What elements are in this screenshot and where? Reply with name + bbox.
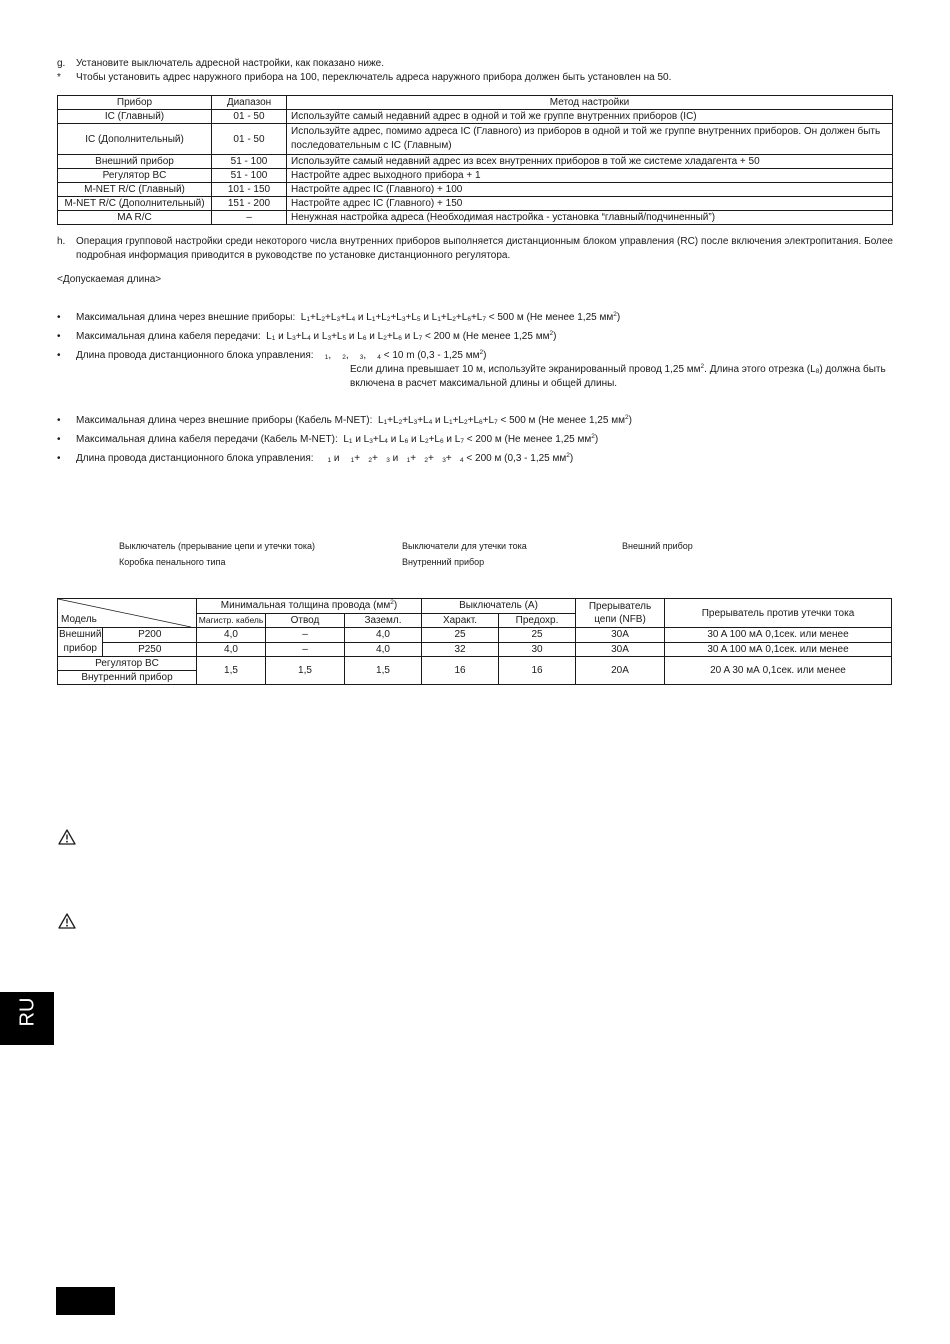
col-unit: Прибор <box>58 96 212 110</box>
bullet-dot: • <box>57 453 61 464</box>
bullet-tail: 500 м (Не менее 1,25 мм <box>497 312 614 323</box>
table-row <box>58 183 893 197</box>
and-word: и <box>357 312 364 323</box>
remote-wire-note: Если длина превышает 10 м, используйте экранированный провод 1,25 $мм^2$. Длина этого отрезка $(L_8)$ должна быть включена в расчет максимальной длины и общей длины. <box>350 363 886 389</box>
table-row <box>58 657 892 671</box>
unit-cell: M-NET R/C (Дополнительный) <box>58 197 212 211</box>
bullet-tail: 500 м (Не менее 1,25 мм <box>509 415 625 426</box>
unit-cell: Регулятор BC <box>58 169 212 183</box>
outdoor-line-1: Внешний <box>59 629 102 640</box>
col-method: Метод настройки <box>287 96 893 110</box>
and-word: и <box>313 331 320 342</box>
range-cell: 01 - 50 <box>212 124 287 155</box>
step-g-marker: g. <box>57 58 66 69</box>
method-cell: Используйте адрес, помимо адреса IC (Главного) из приборов в одной и той же группе внутренних приборов. Он должен быть последовательным с IC (Главным) <box>287 124 893 155</box>
bullet-tail: 200 м (Не менее 1,25 мм <box>475 434 592 445</box>
method-cell: Используйте самый недавний адрес в одной и той же группе внутренних приборов (IC) <box>287 110 893 124</box>
lt-sign: < <box>466 453 473 464</box>
caption-outdoor-unit: Внешний прибор <box>622 541 693 551</box>
unit-cell: IC (Дополнительный) <box>58 124 212 155</box>
unit-cell: MA R/C <box>58 211 212 225</box>
table-row <box>58 628 892 643</box>
bullet-dot: • <box>57 350 61 361</box>
range-cell: – <box>212 211 287 225</box>
unit-cell: M-NET R/C (Главный) <box>58 183 212 197</box>
bullet-dot: • <box>57 434 61 445</box>
bullet-label: Длина провода дистанционного блока управления: <box>76 453 314 464</box>
and-word: и <box>446 434 452 445</box>
close-paren: ) <box>628 415 632 426</box>
lt-sign: < <box>500 415 507 426</box>
table-row <box>58 211 893 225</box>
bc-controller-cell: Регулятор BC <box>58 657 197 671</box>
ground-cell: 1,5 <box>345 657 422 685</box>
step-g-note-marker: * <box>57 72 61 83</box>
elcb-cell: 30 A 100 мА 0,1сек. или менее <box>665 642 892 657</box>
bullet-label: Максимальная длина кабеля передачи (Кабель M-NET): <box>76 434 338 445</box>
warning-icon <box>58 913 76 929</box>
remote-wire-note-b: . Длина этого отрезка (L <box>704 364 816 375</box>
close-paren: ) <box>569 453 574 464</box>
bullet-label: Максимальная длина кабеля передачи: <box>76 331 261 342</box>
model-cell: P200 <box>103 628 197 643</box>
table-row <box>58 155 893 169</box>
range-cell: 151 - 200 <box>212 197 287 211</box>
branch-cell: 1,5 <box>266 657 345 685</box>
and-word: и <box>278 331 284 342</box>
lt-sign: < <box>424 331 431 342</box>
method-cell: Ненужная настройка адреса (Необходимая настройка - установка “главный/подчиненный”) <box>287 211 893 225</box>
ground-cell: 4,0 <box>345 628 422 643</box>
and-word: и <box>411 434 417 445</box>
fuse-cell: 30 <box>499 642 576 657</box>
bullet-dot: • <box>57 415 61 426</box>
method-cell: Настройте адрес выходного прибора + 1 <box>287 169 893 183</box>
sub-main-cable: Магистр. кабель <box>197 613 266 628</box>
nfb-cell: 30A <box>576 642 665 657</box>
ground-cell: 4,0 <box>345 642 422 657</box>
col-range: Диапазон <box>212 96 287 110</box>
close-paren: ) <box>553 331 557 342</box>
min-wire-header <box>197 599 422 614</box>
sq-mark: 2 <box>591 433 595 440</box>
model-header: Модель <box>61 614 97 625</box>
range-cell: 101 - 150 <box>212 183 287 197</box>
lt-sign: < <box>383 350 390 361</box>
method-cell: Настройте адрес IC (Главного) + 100 <box>287 183 893 197</box>
lt-sign: < <box>466 434 473 445</box>
remote-wire-note-a: Если длина превышает 10 м, используйте экранированный провод 1,25 мм <box>350 364 701 375</box>
caption-pull-box: Коробка пенального типа <box>119 557 226 567</box>
table-row <box>58 642 892 657</box>
breaker-header: Выключатель (A) <box>422 599 576 614</box>
and-word: и <box>355 434 361 445</box>
bullet-dot: • <box>57 312 61 323</box>
elcb-cell: 30 A 100 мА 0,1сек. или менее <box>665 628 892 643</box>
language-tab <box>0 992 54 1045</box>
outdoor-line-2: прибор <box>63 643 97 654</box>
close-paren: ) <box>483 350 487 361</box>
sq-mark: 2 <box>479 349 484 356</box>
nfb-line-2: цепи (NFB) <box>594 614 646 625</box>
and-word: и <box>333 453 340 464</box>
fuse-cell: 16 <box>499 657 576 685</box>
method-cell: Используйте самый недавний адрес из всех внутренних приборов в той же системе хладагента + 50 <box>287 155 893 169</box>
outdoor-unit-cell <box>58 628 103 657</box>
min-wire-text: Минимальная толщина провода (мм <box>220 600 391 612</box>
sub-characteristic: Характ. <box>422 613 499 628</box>
table-row <box>58 124 893 155</box>
step-g-note: Чтобы установить адрес наружного прибора на 100, переключатель адреса наружного прибора должен быть установлен на 50. <box>76 72 672 83</box>
close-paren: ) <box>594 434 599 445</box>
wire-size-table <box>57 598 892 685</box>
method-cell: Настройте адрес IC (Главного) + 150 <box>287 197 893 211</box>
unit-cell: IC (Главный) <box>58 110 212 124</box>
model-header-cell <box>58 599 197 628</box>
fuse-cell: 25 <box>499 628 576 643</box>
bullet-tail: 200 м (Не менее 1,25 мм <box>433 331 550 342</box>
main-cell: 1,5 <box>197 657 266 685</box>
main-cell: 4,0 <box>197 628 266 643</box>
indoor-unit-cell: Внутренний прибор <box>58 671 197 685</box>
and-word: и <box>369 331 375 342</box>
range-cell: 51 - 100 <box>212 155 287 169</box>
sq-mark: 2 <box>624 414 629 421</box>
sub-ground: Заземл. <box>345 613 422 628</box>
sub-fuse: Предохр. <box>499 613 576 628</box>
table-row <box>58 169 893 183</box>
close-paren: ) <box>616 312 621 323</box>
step-h-text: Операция групповой настройки среди некоторого числа внутренних приборов выполняется дистанционным блоком управления (RC) после включения электропитания. Более подробная информация приводится в руководстве по установке дистанционного регулятора. <box>76 236 893 261</box>
lt-sign: < <box>488 312 495 323</box>
and-word: и <box>392 453 399 464</box>
char-cell: 25 <box>422 628 499 643</box>
allowable-length-heading: <Допускаемая длина> <box>57 274 162 285</box>
nfb-header <box>576 599 665 628</box>
sub-branch: Отвод <box>266 613 345 628</box>
bullet-label: Максимальная длина через внешние приборы: <box>76 312 296 323</box>
step-g-text: Установите выключатель адресной настройки, как показано ниже. <box>76 58 385 69</box>
char-cell: 32 <box>422 642 499 657</box>
branch-cell: – <box>266 628 345 643</box>
caption-leak-breakers: Выключатели для утечки тока <box>402 541 527 551</box>
bullet-label: Максимальная длина через внешние приборы (Кабель M-NET): <box>76 415 373 426</box>
bullet-tail: 10 m (0,3 - 1,25 мм <box>392 350 480 361</box>
sq-mark: 2 <box>549 330 554 337</box>
unit-cell: Внешний прибор <box>58 155 212 169</box>
address-table <box>57 95 893 225</box>
char-cell: 16 <box>422 657 499 685</box>
range-cell: 01 - 50 <box>212 110 287 124</box>
bullet-label: Длина провода дистанционного блока управления: <box>76 350 314 361</box>
language-tab-label: RU <box>16 997 39 1027</box>
branch-cell: – <box>266 642 345 657</box>
and-word: и <box>404 331 411 342</box>
bullet-tail: 200 м (0,3 - 1,25 мм <box>475 453 567 464</box>
and-word: и <box>435 415 441 426</box>
sq-mark: 2 <box>613 311 617 318</box>
caption-breaker: Выключатель (прерывание цепи и утечки тока) <box>119 541 316 551</box>
close-paren: ) <box>393 600 398 612</box>
remote-wire-note-c: ) должна быть включена в расчет максимальной длины и общей длины. <box>350 364 886 389</box>
nfb-cell: 30A <box>576 628 665 643</box>
table-row <box>58 197 893 211</box>
model-cell: P250 <box>103 642 197 657</box>
sq-mark: 2 <box>566 452 570 459</box>
bullet-dot: • <box>57 331 61 342</box>
table-row <box>58 110 893 124</box>
caption-indoor-unit: Внутренний прибор <box>402 557 485 567</box>
sq-mark: 2 <box>390 599 394 607</box>
warning-icon <box>58 829 76 845</box>
and-word: и <box>423 312 429 323</box>
and-word: и <box>390 434 397 445</box>
elcb-header: Прерыватель против утечки тока <box>665 599 892 628</box>
nfb-cell: 20A <box>576 657 665 685</box>
range-cell: 51 - 100 <box>212 169 287 183</box>
main-cell: 4,0 <box>197 642 266 657</box>
page-number-box <box>56 1287 115 1315</box>
nfb-line-1: Прерыватель <box>588 601 652 612</box>
and-word: и <box>348 331 355 342</box>
elcb-cell: 20 A 30 мА 0,1сек. или менее <box>665 657 892 685</box>
sq-mark: 2 <box>700 363 705 370</box>
step-h-marker: h. <box>57 236 66 247</box>
